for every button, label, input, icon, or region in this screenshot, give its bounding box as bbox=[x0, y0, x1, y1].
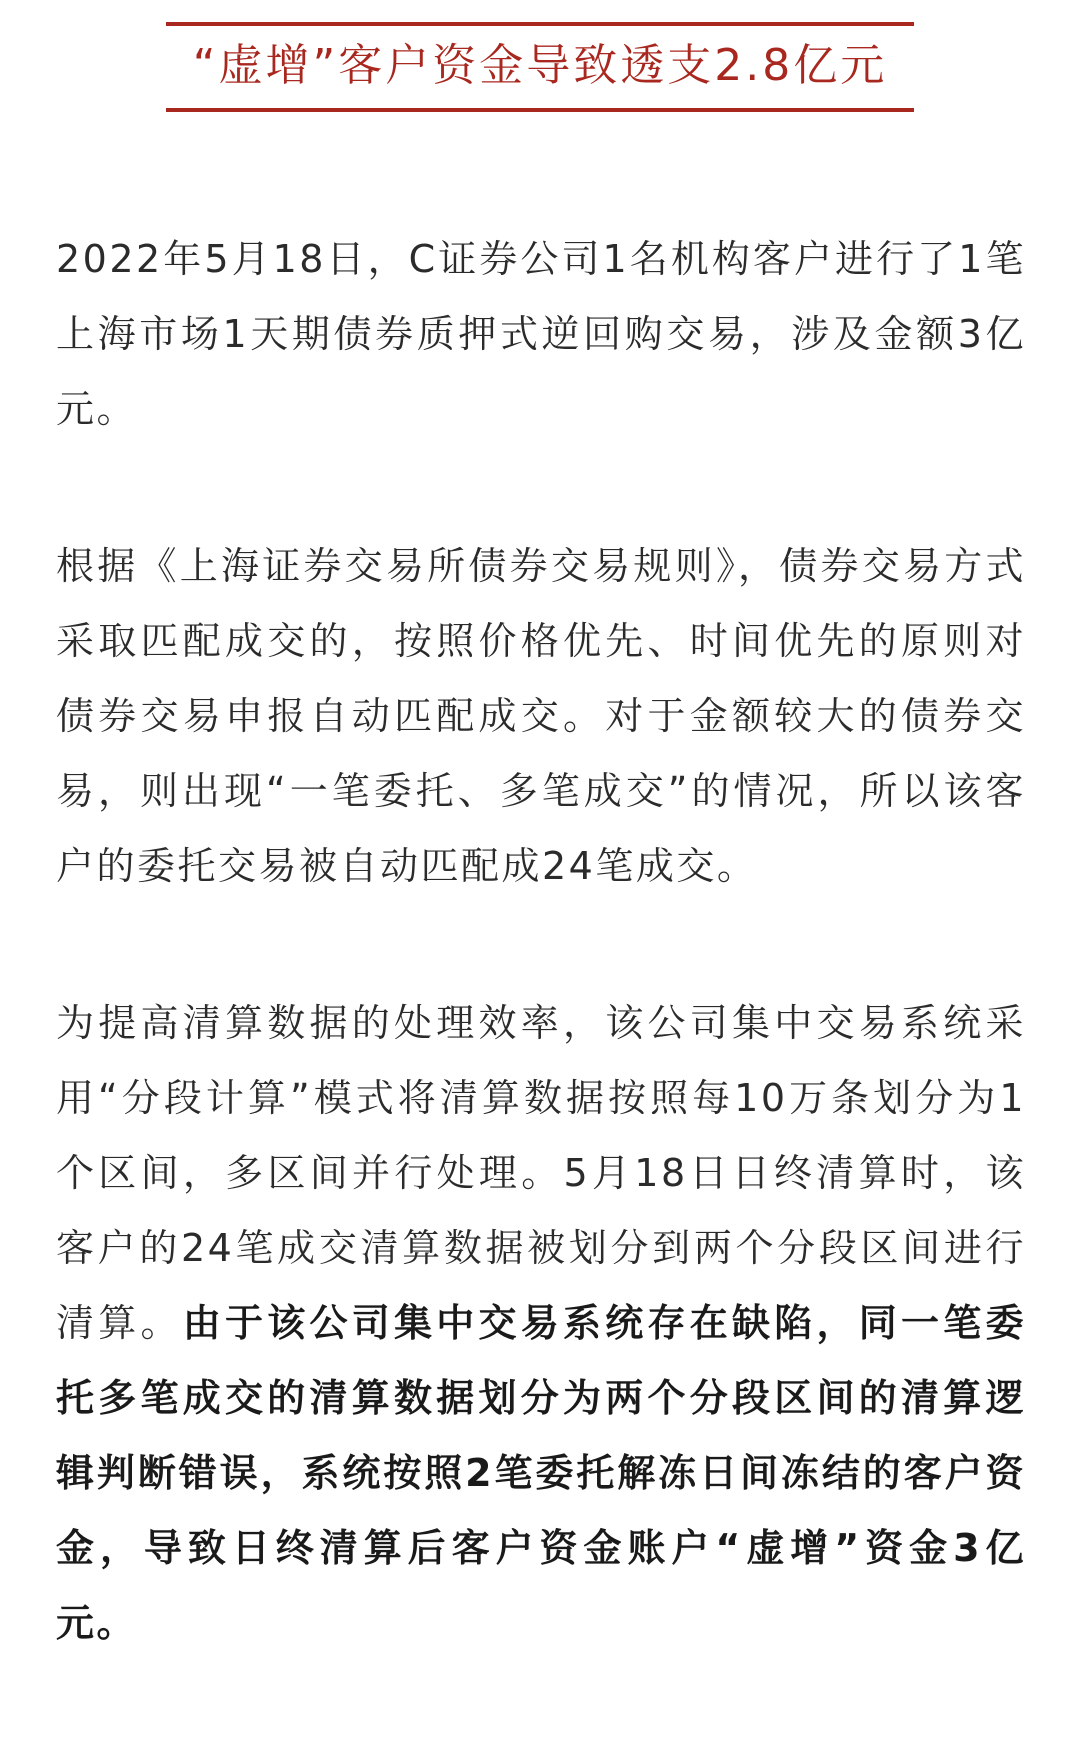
headline-bottom-rule bbox=[166, 108, 914, 112]
headline-top-rule bbox=[166, 22, 914, 26]
headline-title: “虚增”客户资金导致透支2.8亿元 bbox=[192, 40, 888, 91]
paragraph-3-normal: 为提高清算数据的处理效率，该公司集中交易系统采用“分段计算”模式将清算数据按照每10万条划分为1个区间，多区间并行处理。5月18日日终清算时，该客户的24笔成交清算数据被划分到两个分段区间进行清算。 bbox=[56, 1001, 1026, 1345]
paragraph-2: 根据《上海证券交易所债券交易规则》，债券交易方式采取匹配成交的，按照价格优先、时间优先的原则对债券交易申报自动匹配成交。对于金额较大的债券交易，则出现“一笔委托、多笔成交”的情况，所以该客户的委托交易被自动匹配成24笔成交。 bbox=[56, 544, 1026, 888]
paragraph-3 bbox=[56, 986, 1026, 1661]
article-body bbox=[56, 222, 1026, 1661]
article-headline bbox=[166, 22, 914, 112]
paragraph-3-emphasis: 由于该公司集中交易系统存在缺陷，同一笔委托多笔成交的清算数据划分为两个分段区间的清算逻辑判断错误，系统按照2笔委托解冻日间冻结的客户资金，导致日终清算后客户资金账户“虚增”资金3亿元。 bbox=[56, 1301, 1026, 1645]
paragraph-1: 2022年5月18日，C证券公司1名机构客户进行了1笔上海市场1天期债券质押式逆回购交易，涉及金额3亿元。 bbox=[56, 237, 1026, 431]
